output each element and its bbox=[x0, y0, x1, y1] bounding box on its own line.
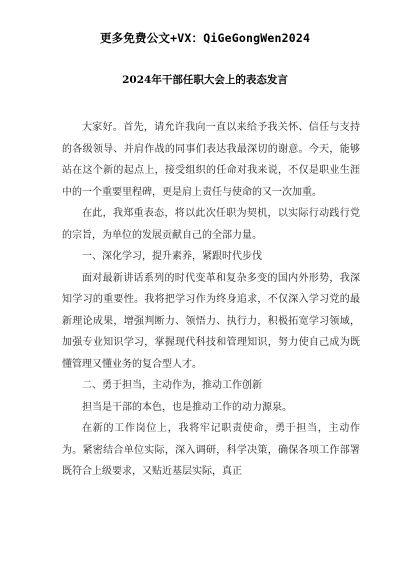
document-title: 2024年干部任职大会上的表态发言 bbox=[122, 74, 288, 86]
document-body bbox=[62, 117, 360, 483]
paragraph: 在新的工作岗位上，我将牢记职责使命，勇于担当，主动作为。紧密结合单位实际，深入调研，科学决策，确保各项工作部署既符合上级要求，又贴近基层实际，真正 bbox=[62, 423, 360, 477]
section-heading: 二、勇于担当，主动作为，推动工作创新 bbox=[82, 380, 262, 391]
paragraph: 大家好。首先，请允许我向一直以来给予我关怀、信任与支持的各级领导、并肩作战的同事们表达我最深切的谢意。今天，能够站在这个新的起点上，接受组织的任命对我来说，不仅是职业生涯中的一个重要里程碑，更是肩上责任与使命的又一次加重。 bbox=[62, 122, 360, 198]
paragraph: 面对最新讲话系列的时代变革和复杂多变的国内外形势，我深知学习的重要性。我将把学习作为终身追求，不仅深入学习党的最新理论成果，增强判断力、领悟力、执行力，积极拓宽学习领域，加强专业知识学习，掌握现代科技和管理知识，努力使自己成为既懂管理又懂业务的复合型人才。 bbox=[62, 272, 360, 370]
header-banner: 更多免费公文+VX：QiGeGongWen2024 bbox=[99, 31, 311, 45]
section-heading: 一、深化学习，提升素养，紧跟时代步伐 bbox=[82, 251, 262, 262]
paragraph: 在此，我郑重表态，将以此次任职为契机，以实际行动践行党的宗旨，为单位的发展贡献自己的全部力量。 bbox=[62, 208, 360, 241]
paragraph: 担当是干部的本色，也是推动工作的动力源泉。 bbox=[82, 401, 292, 413]
